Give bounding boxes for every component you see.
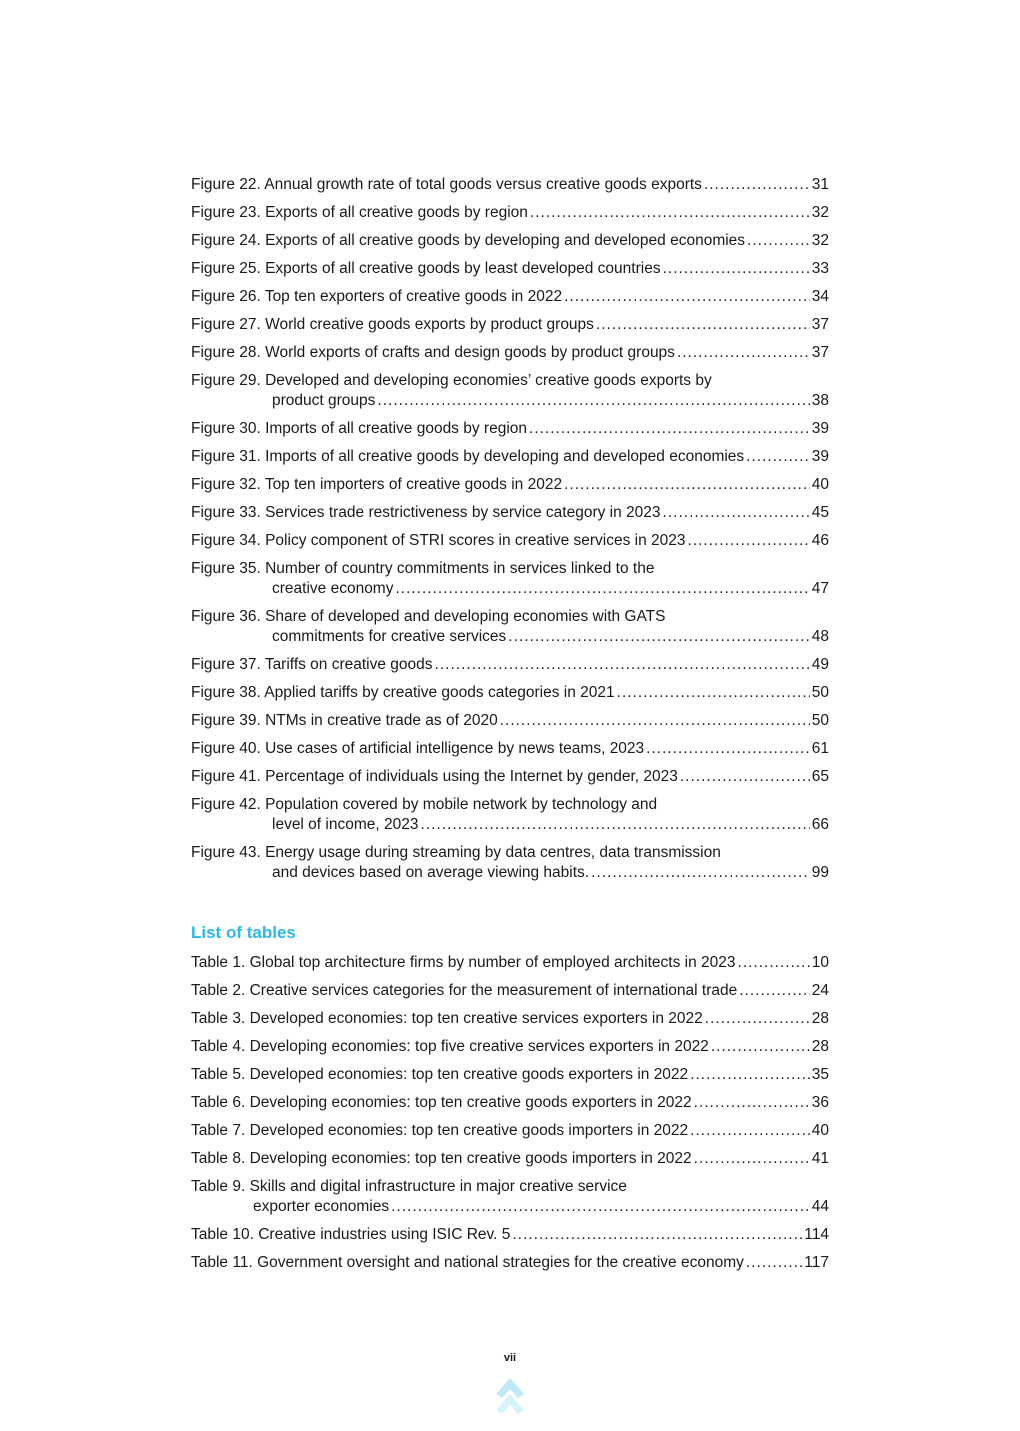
entry-page-number: 32 [811, 232, 829, 249]
entry-page-number: 10 [811, 954, 829, 971]
entry-title-continuation: level of income, 2023 [272, 816, 419, 833]
entry-title-continuation: and devices based on average viewing habits. [272, 864, 590, 881]
dot-leader [680, 767, 810, 787]
entry-page-number: 41 [811, 1150, 829, 1167]
dot-leader [690, 1065, 810, 1085]
entry-title-continuation: creative economy [272, 580, 394, 597]
dot-leader [591, 863, 810, 883]
figure-entry[interactable] [191, 231, 829, 251]
dot-leader [596, 315, 810, 335]
entry-page-number: 48 [811, 628, 829, 645]
entry-page-number: 31 [811, 176, 829, 193]
table-entry[interactable] [191, 1177, 829, 1217]
table-entry[interactable] [191, 1253, 829, 1273]
entry-page-number: 46 [811, 532, 829, 549]
entry-page-number: 38 [811, 392, 829, 409]
entry-title: Figure 29. Developed and developing economies’ creative goods exports by [191, 372, 712, 389]
dot-leader [746, 447, 810, 467]
entry-title: Table 2. Creative services categories for the measurement of international trade [191, 982, 738, 999]
entry-title: Figure 35. Number of country commitments in services linked to the [191, 560, 655, 577]
entry-page-number: 32 [811, 204, 829, 221]
entry-title: Figure 41. Percentage of individuals using the Internet by gender, 2023 [191, 768, 678, 785]
dot-leader [646, 739, 810, 759]
dot-leader [747, 231, 810, 251]
table-of-contents [191, 175, 829, 1281]
entry-page-number: 114 [804, 1226, 829, 1243]
dot-leader [690, 1121, 810, 1141]
entry-page-number: 61 [811, 740, 829, 757]
figure-entry[interactable] [191, 795, 829, 835]
figure-entry[interactable] [191, 259, 829, 279]
dot-leader [617, 683, 810, 703]
entry-page-number: 33 [811, 260, 829, 277]
figure-entry[interactable] [191, 315, 829, 335]
dot-leader [564, 475, 810, 495]
entry-title: Table 9. Skills and digital infrastructure in major creative service [191, 1178, 627, 1195]
table-entry[interactable] [191, 1225, 829, 1245]
entry-page-number: 35 [811, 1066, 829, 1083]
entry-page-number: 37 [811, 316, 829, 333]
list-of-tables [191, 953, 829, 1273]
entry-title: Figure 22. Annual growth rate of total goods versus creative goods exports [191, 176, 702, 193]
figure-entry[interactable] [191, 419, 829, 439]
dot-leader [739, 981, 810, 1001]
entry-title: Figure 24. Exports of all creative goods by developing and developed economies [191, 232, 746, 249]
dot-leader [377, 391, 809, 411]
figure-entry[interactable] [191, 175, 829, 195]
dot-leader [508, 627, 809, 647]
entry-title: Figure 39. NTMs in creative trade as of 2020 [191, 712, 498, 729]
table-entry[interactable] [191, 1149, 829, 1169]
dot-leader [694, 1149, 810, 1169]
dot-leader [663, 259, 810, 279]
figure-entry[interactable] [191, 371, 829, 411]
table-entry[interactable] [191, 1093, 829, 1113]
dot-leader [694, 1093, 810, 1113]
dot-leader [688, 531, 810, 551]
list-of-figures [191, 175, 829, 883]
entry-page-number: 37 [811, 344, 829, 361]
figure-entry[interactable] [191, 655, 829, 675]
entry-title: Figure 30. Imports of all creative goods by region [191, 420, 528, 437]
figure-entry[interactable] [191, 711, 829, 731]
entry-title: Table 7. Developed economies: top ten creative goods importers in 2022 [191, 1122, 689, 1139]
entry-page-number: 39 [811, 420, 829, 437]
figure-entry[interactable] [191, 843, 829, 883]
entry-page-number: 34 [811, 288, 829, 305]
entry-title: Figure 40. Use cases of artificial intelligence by news teams, 2023 [191, 740, 645, 757]
dot-leader [391, 1197, 810, 1217]
entry-title: Figure 43. Energy usage during streaming by data centres, data transmission [191, 844, 721, 861]
entry-title: Figure 23. Exports of all creative goods by region [191, 204, 528, 221]
entry-page-number: 39 [811, 448, 829, 465]
entry-title-continuation: exporter economies [253, 1198, 390, 1215]
entry-title: Table 4. Developing economies: top five creative services exporters in 2022 [191, 1038, 709, 1055]
dot-leader [530, 203, 810, 223]
table-entry[interactable] [191, 1065, 829, 1085]
double-chevron-up-icon[interactable] [494, 1376, 526, 1418]
dot-leader [704, 175, 810, 195]
entry-page-number: 99 [811, 864, 829, 881]
entry-title: Figure 32. Top ten importers of creative goods in 2022 [191, 476, 563, 493]
figure-entry[interactable] [191, 607, 829, 647]
entry-title: Table 8. Developing economies: top ten creative goods importers in 2022 [191, 1150, 692, 1167]
entry-title: Table 10. Creative industries using ISIC Rev. 5 [191, 1226, 511, 1243]
figure-entry[interactable] [191, 203, 829, 223]
entry-title: Figure 34. Policy component of STRI scores in creative services in 2023 [191, 532, 686, 549]
dot-leader [529, 419, 810, 439]
entry-page-number: 47 [811, 580, 829, 597]
entry-page-number: 50 [811, 712, 829, 729]
entry-title: Table 1. Global top architecture firms by number of employed architects in 2023 [191, 954, 736, 971]
entry-title: Figure 28. World exports of crafts and design goods by product groups [191, 344, 675, 361]
entry-page-number: 24 [811, 982, 829, 999]
entry-title: Figure 26. Top ten exporters of creative goods in 2022 [191, 288, 563, 305]
dot-leader [564, 287, 810, 307]
entry-title-continuation: product groups [272, 392, 376, 409]
entry-page-number: 28 [811, 1010, 829, 1027]
entry-title: Figure 42. Population covered by mobile network by technology and [191, 796, 658, 813]
figure-entry[interactable] [191, 531, 829, 551]
entry-title: Figure 33. Services trade restrictiveness by service category in 2023 [191, 504, 661, 521]
dot-leader [663, 503, 810, 523]
table-entry[interactable] [191, 1009, 829, 1029]
figure-entry[interactable] [191, 475, 829, 495]
entry-page-number: 49 [811, 656, 829, 673]
figure-entry[interactable] [191, 287, 829, 307]
dot-leader [677, 343, 810, 363]
entry-title: Table 11. Government oversight and national strategies for the creative economy [191, 1254, 744, 1271]
figure-entry[interactable] [191, 343, 829, 363]
dot-leader [435, 655, 810, 675]
figure-entry[interactable] [191, 683, 829, 703]
dot-leader [512, 1225, 802, 1245]
entry-page-number: 45 [811, 504, 829, 521]
dot-leader [711, 1037, 810, 1057]
entry-page-number: 66 [811, 816, 829, 833]
dot-leader [395, 579, 809, 599]
table-entry[interactable] [191, 953, 829, 973]
entry-title: Table 5. Developed economies: top ten creative goods exporters in 2022 [191, 1066, 689, 1083]
entry-title: Figure 27. World creative goods exports by product groups [191, 316, 594, 333]
entry-page-number: 65 [811, 768, 829, 785]
entry-title: Figure 36. Share of developed and developing economies with GATS [191, 608, 666, 625]
figure-entry[interactable] [191, 503, 829, 523]
table-entry[interactable] [191, 1037, 829, 1057]
entry-title: Table 3. Developed economies: top ten creative services exporters in 2022 [191, 1010, 703, 1027]
entry-page-number: 50 [811, 684, 829, 701]
table-entry[interactable] [191, 981, 829, 1001]
entry-title: Figure 31. Imports of all creative goods by developing and developed economies [191, 448, 745, 465]
entry-page-number: 117 [804, 1254, 829, 1271]
entry-page-number: 36 [811, 1094, 829, 1111]
entry-page-number: 28 [811, 1038, 829, 1055]
entry-title: Figure 37. Tariffs on creative goods [191, 656, 433, 673]
entry-title: Table 6. Developing economies: top ten creative goods exporters in 2022 [191, 1094, 692, 1111]
entry-page-number: 40 [811, 1122, 829, 1139]
entry-title: Figure 25. Exports of all creative goods by least developed countries [191, 260, 661, 277]
page-number: vii [503, 1352, 517, 1364]
dot-leader [500, 711, 810, 731]
entry-page-number: 40 [811, 476, 829, 493]
entry-title: Figure 38. Applied tariffs by creative goods categories in 2021 [191, 684, 615, 701]
figure-entry[interactable] [191, 559, 829, 599]
entry-title-continuation: commitments for creative services [272, 628, 507, 645]
dot-leader [746, 1253, 802, 1273]
dot-leader [738, 953, 810, 973]
table-entry[interactable] [191, 1121, 829, 1141]
figure-entry[interactable] [191, 767, 829, 787]
entry-page-number: 44 [811, 1198, 829, 1215]
dot-leader [705, 1009, 810, 1029]
list-of-tables-heading: List of tables [191, 923, 296, 942]
figure-entry[interactable] [191, 739, 829, 759]
dot-leader [420, 815, 809, 835]
figure-entry[interactable] [191, 447, 829, 467]
